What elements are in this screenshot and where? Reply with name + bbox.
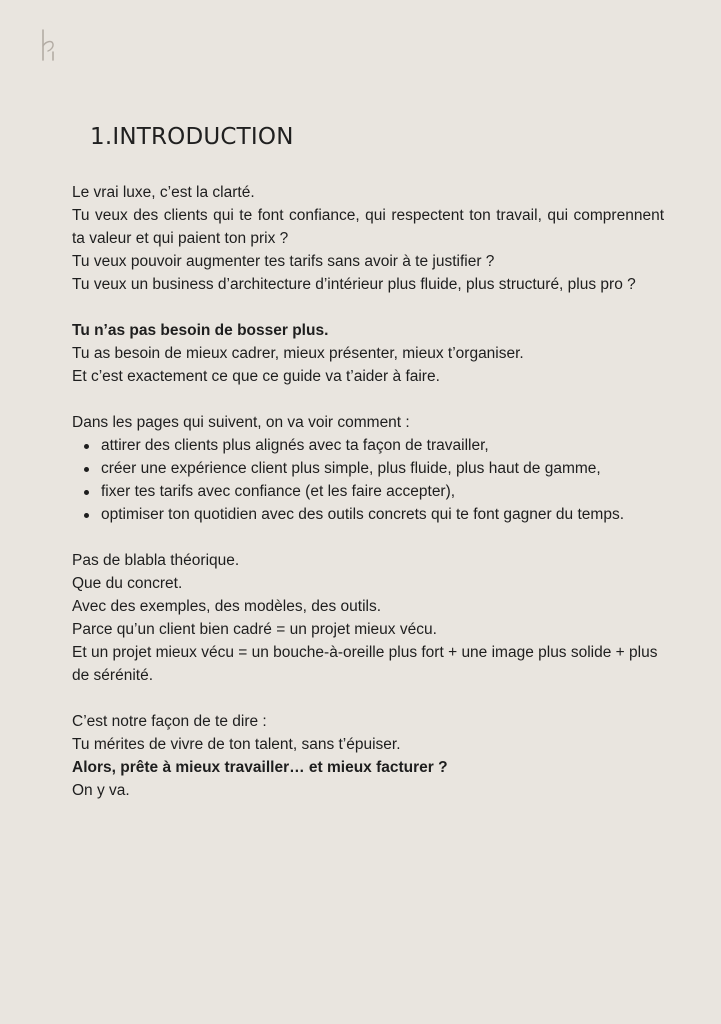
bold-statement: Alors, prête à mieux travailler… et mieux facturer ? [72,759,448,776]
document-body [72,181,664,802]
list-lead: Dans les pages qui suivent, on va voir comment : [72,414,410,431]
text-line: Pas de blabla théorique. [72,552,240,569]
text-line: Tu veux des clients qui te font confiance, qui respectent ton travail, qui comprennent ta valeur et qui paient ton prix ? [72,207,664,247]
text-line: Et c’est exactement ce que ce guide va t’aider à faire. [72,368,440,385]
k-monogram-icon [40,28,60,62]
list-item: fixer tes tarifs avec confiance (et les faire accepter), [72,480,664,503]
text-line: C’est notre façon de te dire : [72,713,267,730]
text-line: Avec des exemples, des modèles, des outils. [72,598,382,615]
list-item: attirer des clients plus alignés avec ta façon de travailler, [72,434,664,457]
page-title: 1.INTRODUCTION [90,124,294,150]
text-line: Et un projet mieux vécu = un bouche-à-oreille plus fort + une image plus solide + plus de sérénité. [72,644,658,684]
text-line: Tu mérites de vivre de ton talent, sans t’épuiser. [72,736,401,753]
bold-statement: Tu n’as pas besoin de bosser plus. [72,322,329,339]
bullet-list [72,434,664,526]
section-paragraph [72,549,664,687]
list-item: créer une expérience client plus simple, plus fluide, plus haut de gamme, [72,457,664,480]
text-line: Parce qu’un client bien cadré = un projet mieux vécu. [72,621,437,638]
section-paragraph [72,710,664,802]
text-line: On y va. [72,782,130,799]
text-line: Le vrai luxe, c’est la clarté. [72,184,255,201]
list-item: optimiser ton quotidien avec des outils concrets qui te font gagner du temps. [72,503,664,526]
text-line: Tu as besoin de mieux cadrer, mieux présenter, mieux t’organiser. [72,345,524,362]
section-paragraph [72,411,664,526]
intro-paragraph [72,181,664,296]
text-line: Tu veux un business d’architecture d’intérieur plus fluide, plus structuré, plus pro ? [72,276,636,293]
section-paragraph [72,319,664,388]
text-line: Tu veux pouvoir augmenter tes tarifs sans avoir à te justifier ? [72,253,495,270]
text-line: Que du concret. [72,575,183,592]
